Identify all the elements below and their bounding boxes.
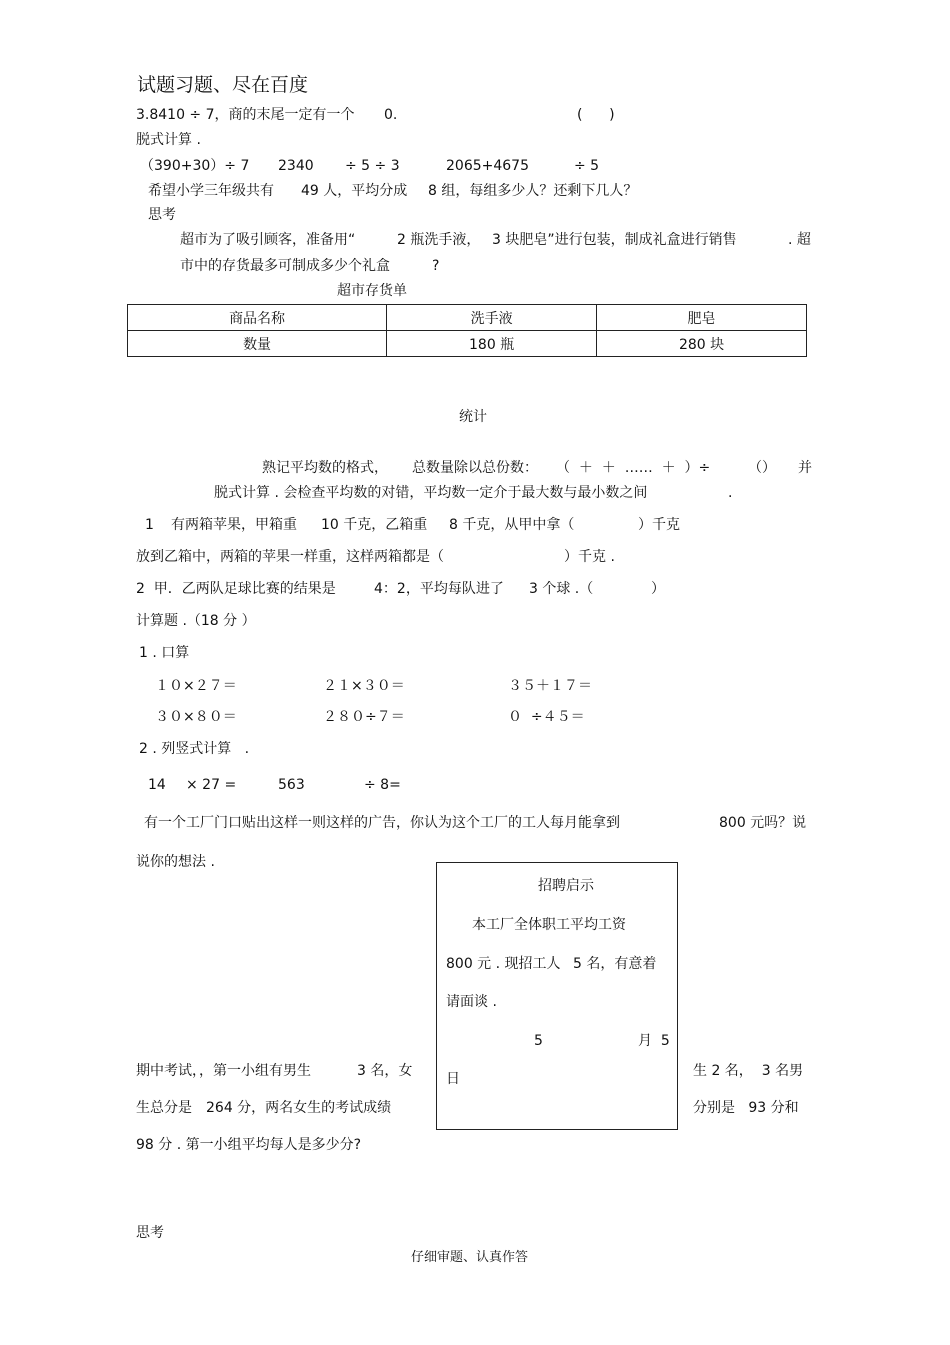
oral-item: ３５＋１７＝ <box>508 678 592 694</box>
vertical-title: 2 . 列竖式计算 . <box>139 741 250 757</box>
word-problem-1: 希望小学三年级共有 <box>148 183 274 199</box>
memo-text: 并 <box>798 460 812 476</box>
question-text: 8 千克，从甲中拿（ <box>449 517 575 533</box>
memo-text: 熟记平均数的格式， <box>262 460 388 476</box>
question-text: ） <box>651 581 665 597</box>
inventory-table <box>127 304 807 357</box>
calc-item: 2065+4675 <box>446 158 529 174</box>
table-header-cell: 商品名称 <box>128 305 387 331</box>
exam-question: 生 2 名， 3 名男 <box>693 1063 804 1079</box>
notice-text: 本工厂全体职工平均工资 <box>472 917 626 933</box>
vertical-item: ÷ 8= <box>364 777 401 793</box>
memo-formula: （） <box>748 460 776 476</box>
vertical-item: × 27 = <box>186 777 237 793</box>
market-question: 3 块肥皂”进行包装，制成礼盒进行销售 <box>492 232 737 248</box>
memo-text: 脱式计算 . 会检查平均数的对错，平均数一定介于最大数与最小数之间 <box>214 485 648 501</box>
notice-text: 5 名，有意着 <box>573 956 657 972</box>
exam-question: 3 名，女 <box>357 1063 413 1079</box>
exam-question: 264 分，两名女生的考试成绩 <box>206 1100 392 1116</box>
question-text: 4：2，平均每队进了 <box>374 581 504 597</box>
calc-item: ÷ 5 ÷ 3 <box>345 158 400 174</box>
factory-question: 800 元吗？说 <box>719 815 807 831</box>
notice-date: 月 5 <box>638 1033 670 1049</box>
exam-question: 分别是 93 分和 <box>693 1100 799 1116</box>
calc-item: ÷ 5 <box>574 158 600 174</box>
notice-text: 请面谈 . <box>446 994 497 1010</box>
table-row <box>128 331 807 357</box>
notice-date: 5 <box>534 1033 543 1049</box>
judge-question: 3.8410 ÷ 7，商的末尾一定有一个 <box>136 107 355 123</box>
question-text: 放到乙箱中，两箱的苹果一样重，这样两箱都是（ <box>136 549 444 565</box>
judge-zero: 0. <box>384 107 398 123</box>
calc-section-title: 计算题 .（18 分 ） <box>136 613 256 629</box>
judge-answer-paren: ( ) <box>577 107 615 123</box>
factory-question: 说你的想法 . <box>136 854 215 870</box>
notice-text: 800 元 . 现招工人 <box>446 956 561 972</box>
market-question: 超市为了吸引顾客，准备用“ <box>180 232 356 248</box>
question-text: 3 个球 .（ <box>529 581 594 597</box>
market-question: 市中的存货最多可制成多少个礼盒 <box>180 258 390 274</box>
question-number: 1 <box>145 517 154 533</box>
oral-item: １０×２７＝ <box>155 678 237 694</box>
question-text: 10 千克，乙箱重 <box>321 517 428 533</box>
exam-question: 生总分是 <box>136 1100 192 1116</box>
notice-title: 招聘启示 <box>538 878 594 894</box>
section-heading: 统计 <box>459 409 487 425</box>
calc-label: 脱式计算 . <box>136 132 201 148</box>
calc-item: 2340 <box>278 158 314 174</box>
market-question: . 超 <box>788 232 811 248</box>
oral-title: 1 . 口算 <box>139 645 190 661</box>
factory-question: 有一个工厂门口贴出这样一则这样的广告，你认为这个工厂的工人每月能拿到 <box>144 815 620 831</box>
table-cell: 数量 <box>128 331 387 357</box>
exam-question: 98 分 . 第一小组平均每人是多少分? <box>136 1137 362 1153</box>
memo-text: 总数量除以总份数： <box>412 460 538 476</box>
word-problem-1: 8 组，每组多少人？还剩下几人？ <box>428 183 638 199</box>
question-text: ）千克 <box>638 517 680 533</box>
vertical-item: 14 <box>148 777 166 793</box>
table-cell: 280 块 <box>597 331 807 357</box>
think-label: 思考 <box>148 207 176 223</box>
notice-date: 日 <box>446 1071 460 1087</box>
market-question: ? <box>432 258 440 274</box>
oral-item: ２８０÷７＝ <box>323 709 405 725</box>
exam-question: 期中考试，，第一小组有男生 <box>136 1063 311 1079</box>
table-header-cell: 肥皂 <box>597 305 807 331</box>
question-text: ）千克 . <box>564 549 615 565</box>
oral-item: ２１×３０＝ <box>323 678 405 694</box>
table-caption: 超市存货单 <box>337 283 407 299</box>
word-problem-1: 49 人，平均分成 <box>301 183 408 199</box>
memo-text: . <box>728 485 733 501</box>
vertical-item: 563 <box>278 777 305 793</box>
page-title: 试题习题、尽在百度 <box>137 74 309 96</box>
table-header-row <box>128 305 807 331</box>
memo-formula: （ ＋ ＋ …… ＋ ）÷ <box>556 460 711 476</box>
question-text: 2 甲．乙两队足球比赛的结果是 <box>136 581 336 597</box>
question-text: 有两箱苹果，甲箱重 <box>171 517 297 533</box>
calc-item: （390+30）÷ 7 <box>140 158 250 174</box>
page-footer: 仔细审题、认真作答 <box>411 1250 529 1265</box>
oral-item: ３０×８０＝ <box>155 709 237 725</box>
think-label: 思考 <box>136 1225 164 1241</box>
oral-item: ０ ÷４５＝ <box>508 709 585 725</box>
table-header-cell: 洗手液 <box>387 305 597 331</box>
table-cell: 180 瓶 <box>387 331 597 357</box>
market-question: 2 瓶洗手液， <box>397 232 481 248</box>
